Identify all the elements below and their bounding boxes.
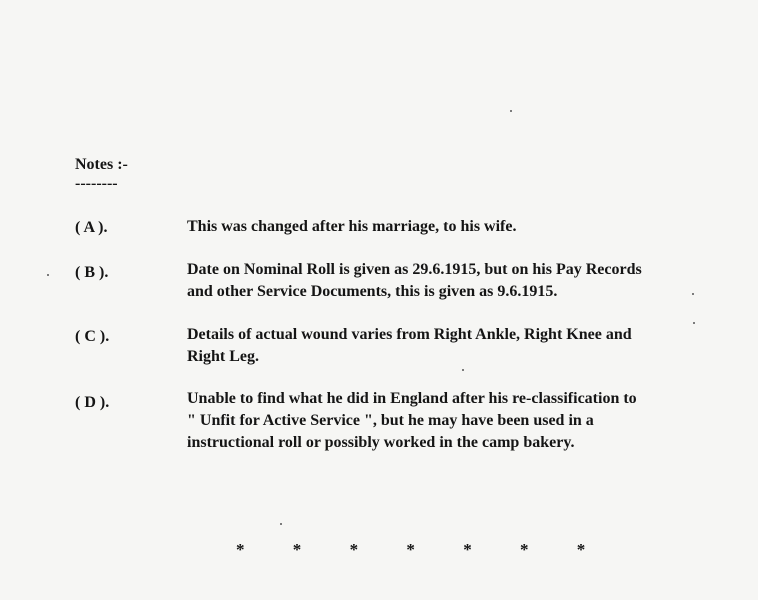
scan-speck bbox=[510, 110, 512, 112]
scan-speck bbox=[47, 274, 49, 276]
star-glyph: * bbox=[236, 540, 245, 559]
note-text-b bbox=[187, 259, 727, 303]
star-glyph: * bbox=[349, 540, 359, 559]
note-label-a: ( A ). bbox=[75, 219, 108, 236]
note-b-line-1: Date on Nominal Roll is given as 29.6.1915, but on his Pay Records bbox=[187, 261, 642, 278]
note-d-line-3: instructional roll or possibly worked in the camp bakery. bbox=[187, 434, 575, 451]
scan-speck bbox=[280, 523, 282, 525]
star-glyph: * bbox=[406, 540, 415, 559]
note-c-line-1: Details of actual wound varies from Right Ankle, Right Knee and bbox=[187, 326, 632, 343]
note-c-line-2: Right Leg. bbox=[187, 348, 259, 365]
star-glyph: * bbox=[463, 540, 472, 559]
note-label-d: ( D ). bbox=[75, 394, 110, 411]
note-d-line-2: " Unfit for Active Service ", but he may have been used in a bbox=[187, 412, 594, 429]
star-glyph: * bbox=[519, 540, 529, 559]
note-b-line-2: and other Service Documents, this is given as 9.6.1915. bbox=[187, 283, 558, 300]
notes-heading: Notes :- bbox=[75, 156, 128, 173]
scan-speck bbox=[462, 369, 464, 371]
note-d-line-1: Unable to find what he did in England after his re-classification to bbox=[187, 390, 637, 407]
note-label-b: ( B ). bbox=[75, 264, 109, 281]
star-glyph: * bbox=[576, 540, 586, 559]
note-text-c bbox=[187, 324, 727, 368]
star-glyph: * bbox=[292, 540, 302, 559]
heading-underline: -------- bbox=[75, 175, 118, 192]
note-a-line-1: This was changed after his marriage, to his wife. bbox=[187, 218, 517, 235]
scan-speck bbox=[692, 293, 694, 295]
note-text-a bbox=[187, 216, 727, 238]
closing-star-divider bbox=[236, 540, 634, 560]
note-text-d bbox=[187, 388, 727, 454]
scan-speck bbox=[693, 322, 695, 324]
note-label-c: ( C ). bbox=[75, 328, 110, 345]
